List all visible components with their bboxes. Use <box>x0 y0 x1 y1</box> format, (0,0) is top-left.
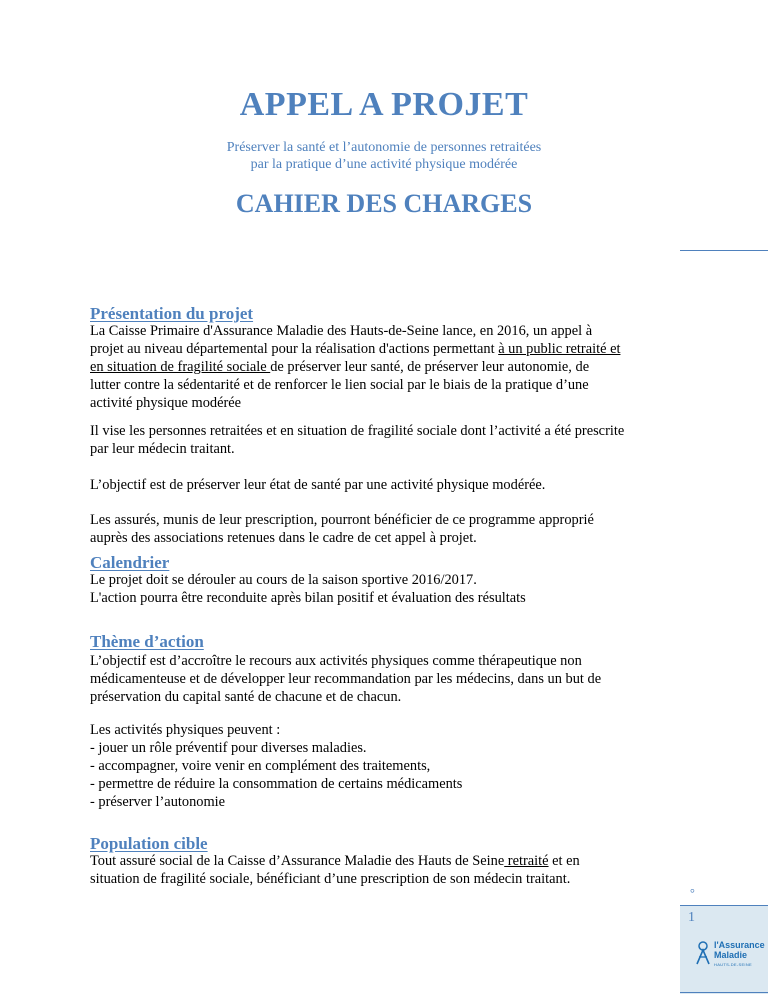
page-number-box <box>680 906 768 994</box>
presentation-paragraph-2 <box>90 422 668 458</box>
text-line: préservation du capital santé de chacune et de chacun. <box>90 689 402 705</box>
text-line: L’objectif est d’accroître le recours aux activités physiques comme thérapeutique non <box>90 653 582 669</box>
theme-paragraph-1 <box>90 652 668 706</box>
section-heading-population: Population cible <box>90 834 208 853</box>
text-line: Le projet doit se dérouler au cours de la saison sportive 2016/2017. <box>90 572 477 588</box>
page-number: 1 <box>688 910 695 925</box>
theme-list <box>90 721 668 811</box>
underlined-text: à un public retraité et <box>498 341 621 357</box>
text-line: par leur médecin traitant. <box>90 441 235 457</box>
logo-line-2: Maladie <box>714 950 748 960</box>
section-heading-calendrier: Calendrier <box>90 553 170 572</box>
text-line: L'action pourra être reconduite après bilan positif et évaluation des résultats <box>90 590 526 606</box>
text-line <box>90 358 668 376</box>
list-intro: Les activités physiques peuvent : <box>90 722 281 738</box>
side-rule-bottom <box>680 992 768 993</box>
underlined-text: retraité <box>504 853 549 869</box>
text-span: projet au niveau départemental pour la réalisation d'actions permettant <box>90 341 499 357</box>
degree-mark: ° <box>690 886 695 900</box>
text-line: lutter contre la sédentarité et de renforcer le lien social par le biais de la pratique d’une <box>90 377 589 393</box>
calendrier-paragraph <box>90 571 668 607</box>
document-title: CAHIER DES CHARGES <box>235 189 533 218</box>
text-line: médicamenteuse et de développer leur recommandation par les médecins, dans un but de <box>90 671 602 687</box>
population-paragraph <box>90 852 668 888</box>
presentation-paragraph-1 <box>90 322 668 412</box>
page-title: APPEL A PROJET <box>239 86 529 123</box>
assurance-maladie-logo <box>694 940 764 980</box>
text-line <box>90 852 668 870</box>
logo-line-1: l'Assurance <box>714 940 765 950</box>
text-line: La Caisse Primaire d'Assurance Maladie des Hauts-de-Seine lance, en 2016, un appel à <box>90 323 593 339</box>
text-span: et en <box>548 853 580 869</box>
logo-emblem-icon <box>694 940 712 966</box>
text-line: Les assurés, munis de leur prescription, pourront bénéficier de ce programme approprié <box>90 512 594 528</box>
subtitle-line-2: par la pratique d’une activité physique modérée <box>250 157 518 172</box>
presentation-paragraph-3: L’objectif est de préserver leur état de santé par une activité physique modérée. <box>90 477 546 493</box>
text-span: Tout assuré social de la Caisse d’Assurance Maladie des Hauts de Seine <box>90 853 505 869</box>
text-line: situation de fragilité sociale, bénéficiant d’une prescription de son médecin traitant. <box>90 871 571 887</box>
section-heading-theme: Thème d’action <box>90 632 204 651</box>
list-item: - jouer un rôle préventif pour diverses maladies. <box>90 740 367 756</box>
list-item: - accompagner, voire venir en complément des traitements, <box>90 758 431 774</box>
list-item: - préserver l’autonomie <box>90 794 226 810</box>
list-item: - permettre de réduire la consommation de certains médicaments <box>90 776 463 792</box>
side-rule-top <box>680 250 768 251</box>
presentation-paragraph-4 <box>90 511 668 547</box>
logo-subtext: HAUTS-DE-SEINE <box>714 962 752 967</box>
text-line: auprès des associations retenues dans le cadre de cet appel à projet. <box>90 530 477 546</box>
text-line: activité physique modérée <box>90 395 242 411</box>
section-heading-presentation: Présentation du projet <box>90 304 254 323</box>
subtitle-line-1: Préserver la santé et l’autonomie de personnes retraitées <box>226 140 542 155</box>
text-span: de préserver leur santé, de préserver leur autonomie, de <box>270 359 590 375</box>
text-line <box>90 340 668 358</box>
underlined-text: en situation de fragilité sociale <box>90 359 271 375</box>
text-line: Il vise les personnes retraitées et en situation de fragilité sociale dont l’activité a été prescrite <box>90 423 625 439</box>
logo-text <box>714 940 765 960</box>
